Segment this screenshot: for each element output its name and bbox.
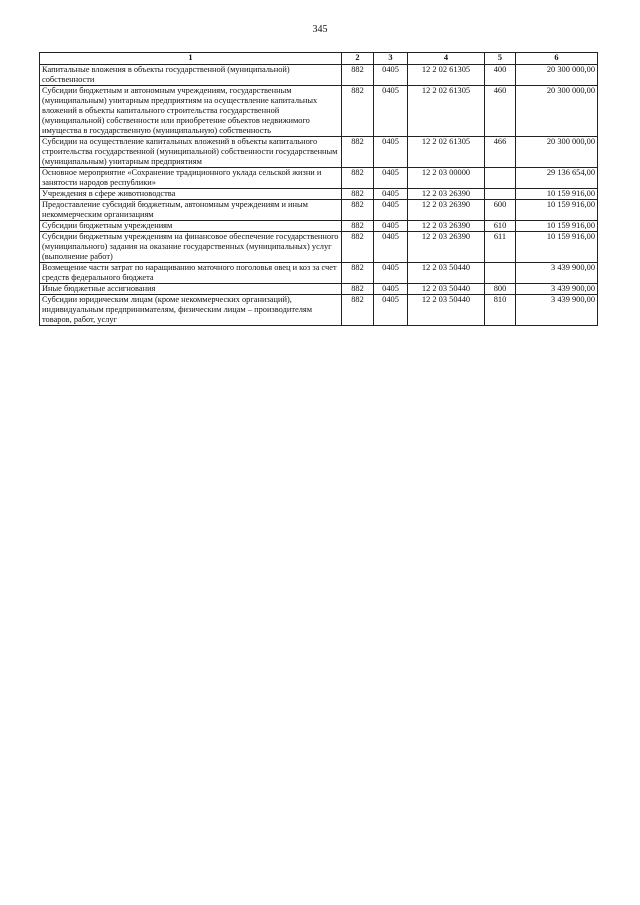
row-amount: 20 300 000,00: [516, 137, 598, 168]
row-vr: [485, 168, 516, 189]
column-header-4: 4: [408, 53, 485, 65]
row-grbs: 882: [342, 263, 374, 284]
table-row: [40, 232, 598, 263]
row-name: Субсидии бюджетным учреждениям: [40, 221, 342, 232]
row-grbs: 882: [342, 295, 374, 326]
table-row: [40, 189, 598, 200]
row-name: Основное мероприятие «Сохранение традиционного уклада сельской жизни и занятости народов республики»: [40, 168, 342, 189]
row-vr: 466: [485, 137, 516, 168]
row-csr: 12 2 03 50440: [408, 263, 485, 284]
row-name: Иные бюджетные ассигнования: [40, 284, 342, 295]
row-amount: 20 300 000,00: [516, 86, 598, 137]
row-rzpr: 0405: [374, 86, 408, 137]
row-rzpr: 0405: [374, 263, 408, 284]
row-name: Предоставление субсидий бюджетным, автономным учреждениям и иным некоммерческим организациям: [40, 200, 342, 221]
row-grbs: 882: [342, 232, 374, 263]
row-csr: 12 2 03 00000: [408, 168, 485, 189]
row-amount: 20 300 000,00: [516, 65, 598, 86]
row-csr: 12 2 03 26390: [408, 221, 485, 232]
row-name: Капитальные вложения в объекты государственной (муниципальной) собственности: [40, 65, 342, 86]
table-row: [40, 284, 598, 295]
budget-table: [39, 52, 598, 326]
row-grbs: 882: [342, 65, 374, 86]
row-amount: 10 159 916,00: [516, 200, 598, 221]
table-row: [40, 137, 598, 168]
row-csr: 12 2 03 26390: [408, 189, 485, 200]
table-row: [40, 221, 598, 232]
row-rzpr: 0405: [374, 232, 408, 263]
table-row: [40, 295, 598, 326]
row-grbs: 882: [342, 168, 374, 189]
row-vr: [485, 263, 516, 284]
row-name: Субсидии бюджетным учреждениям на финансовое обеспечение государственного (муниципального) задания на оказание государственных (муниципальных) услуг (выполнение работ): [40, 232, 342, 263]
row-name: Субсидии юридическим лицам (кроме некоммерческих организаций), индивидуальным предпринимателям, физическим лицам – производителям товаров, работ, услуг: [40, 295, 342, 326]
row-name: Возмещение части затрат по наращиванию маточного поголовья овец и коз за счет средств федерального бюджета: [40, 263, 342, 284]
table-row: [40, 263, 598, 284]
row-vr: 400: [485, 65, 516, 86]
row-rzpr: 0405: [374, 137, 408, 168]
row-name: Субсидии бюджетным и автономным учреждениям, государственным (муниципальным) унитарным предприятиям на осуществление капитальных вложений в объекты капитального строительства государственной (муниципальной) собственности или приобретение объектов недвижимого имущества в государственную (муниципальную) собственность: [40, 86, 342, 137]
row-grbs: 882: [342, 284, 374, 295]
row-csr: 12 2 03 50440: [408, 284, 485, 295]
row-amount: 10 159 916,00: [516, 221, 598, 232]
table-row: [40, 200, 598, 221]
row-amount: 29 136 654,00: [516, 168, 598, 189]
row-grbs: 882: [342, 137, 374, 168]
row-rzpr: 0405: [374, 168, 408, 189]
row-rzpr: 0405: [374, 221, 408, 232]
row-grbs: 882: [342, 221, 374, 232]
row-rzpr: 0405: [374, 284, 408, 295]
row-vr: [485, 189, 516, 200]
column-header-2: 2: [342, 53, 374, 65]
row-amount: 3 439 900,00: [516, 284, 598, 295]
row-csr: 12 2 03 26390: [408, 200, 485, 221]
row-vr: 600: [485, 200, 516, 221]
row-name: Учреждения в сфере животноводства: [40, 189, 342, 200]
row-rzpr: 0405: [374, 295, 408, 326]
row-grbs: 882: [342, 86, 374, 137]
row-vr: 610: [485, 221, 516, 232]
table-row: [40, 65, 598, 86]
table-header-row: [40, 53, 598, 65]
row-amount: 10 159 916,00: [516, 232, 598, 263]
row-rzpr: 0405: [374, 200, 408, 221]
row-rzpr: 0405: [374, 189, 408, 200]
column-header-3: 3: [374, 53, 408, 65]
table-row: [40, 168, 598, 189]
row-grbs: 882: [342, 189, 374, 200]
row-amount: 3 439 900,00: [516, 295, 598, 326]
row-amount: 10 159 916,00: [516, 189, 598, 200]
row-csr: 12 2 02 61305: [408, 86, 485, 137]
row-name: Субсидии на осуществление капитальных вложений в объекты капитального строительства государственной (муниципальной) собственности государственным (муниципальным) унитарным предприятиям: [40, 137, 342, 168]
row-vr: 460: [485, 86, 516, 137]
row-vr: 810: [485, 295, 516, 326]
row-vr: 800: [485, 284, 516, 295]
page-number: 345: [312, 24, 328, 35]
table-row: [40, 86, 598, 137]
row-rzpr: 0405: [374, 65, 408, 86]
row-csr: 12 2 02 61305: [408, 137, 485, 168]
row-grbs: 882: [342, 200, 374, 221]
row-csr: 12 2 03 50440: [408, 295, 485, 326]
row-vr: 611: [485, 232, 516, 263]
row-amount: 3 439 900,00: [516, 263, 598, 284]
column-header-1: 1: [40, 53, 342, 65]
row-csr: 12 2 02 61305: [408, 65, 485, 86]
column-header-6: 6: [516, 53, 598, 65]
row-csr: 12 2 03 26390: [408, 232, 485, 263]
column-header-5: 5: [485, 53, 516, 65]
